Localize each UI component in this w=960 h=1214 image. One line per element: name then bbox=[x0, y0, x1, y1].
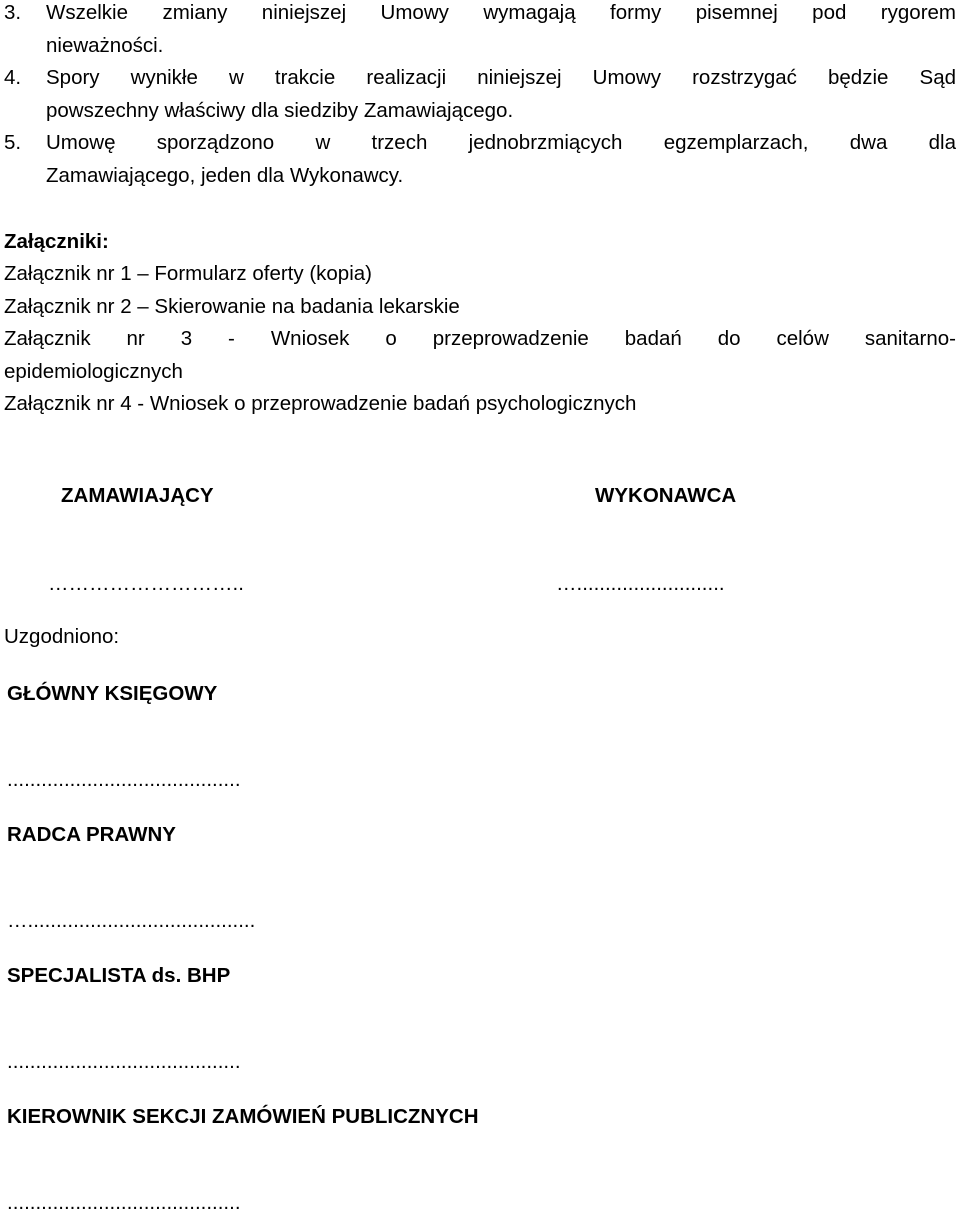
uzgodniono-label: Uzgodniono: bbox=[4, 625, 120, 648]
radca-prawny-label: RADCA PRAWNY bbox=[7, 823, 176, 846]
clause-5-line-1: Umowę sporządzono w trzech jednobrzmiących egzemplarzach, dwa dla bbox=[46, 131, 956, 154]
clause-5-line-2: Zamawiającego, jeden dla Wykonawcy. bbox=[46, 164, 404, 187]
specjalista-bhp-signature-line: ......................................... bbox=[7, 1050, 241, 1073]
glowny-ksiegowy-label: GŁÓWNY KSIĘGOWY bbox=[7, 682, 218, 705]
zamawiajacy-label: ZAMAWIAJĄCY bbox=[61, 484, 214, 507]
attachment-3-line-1: Załącznik nr 3 - Wniosek o przeprowadzenie badań do celów sanitarno- bbox=[4, 327, 956, 350]
wykonawca-signature-line: ….......................... bbox=[556, 572, 725, 595]
wykonawca-label: WYKONAWCA bbox=[595, 484, 737, 507]
specjalista-bhp-label: SPECJALISTA ds. BHP bbox=[7, 964, 231, 987]
clause-4-line-2: powszechny właściwy dla siedziby Zamawiającego. bbox=[46, 99, 514, 122]
clause-3-number: 3. bbox=[4, 1, 22, 24]
attachment-3-line-2: epidemiologicznych bbox=[4, 360, 183, 383]
kierownik-label: KIEROWNIK SEKCJI ZAMÓWIEŃ PUBLICZNYCH bbox=[7, 1105, 479, 1128]
kierownik-signature-line: ......................................... bbox=[7, 1191, 241, 1214]
attachments-heading: Załączniki: bbox=[4, 230, 109, 253]
zamawiajacy-signature-line: ……………………….. bbox=[48, 572, 244, 595]
clause-4-number: 4. bbox=[4, 66, 22, 89]
clause-5-number: 5. bbox=[4, 131, 22, 154]
glowny-ksiegowy-signature-line: ......................................... bbox=[7, 768, 241, 791]
attachment-1: Załącznik nr 1 – Formularz oferty (kopia) bbox=[4, 262, 372, 285]
attachment-2: Załącznik nr 2 – Skierowanie na badania lekarskie bbox=[4, 295, 460, 318]
clause-3-line-2: nieważności. bbox=[46, 34, 164, 57]
clause-4-line-1: Spory wynikłe w trakcie realizacji niniejszej Umowy rozstrzygać będzie Sąd bbox=[46, 66, 956, 89]
clause-3-line-1: Wszelkie zmiany niniejszej Umowy wymagają formy pisemnej pod rygorem bbox=[46, 1, 956, 24]
attachment-4: Załącznik nr 4 - Wniosek o przeprowadzenie badań psychologicznych bbox=[4, 392, 637, 415]
radca-prawny-signature-line: …........................................ bbox=[7, 909, 256, 932]
